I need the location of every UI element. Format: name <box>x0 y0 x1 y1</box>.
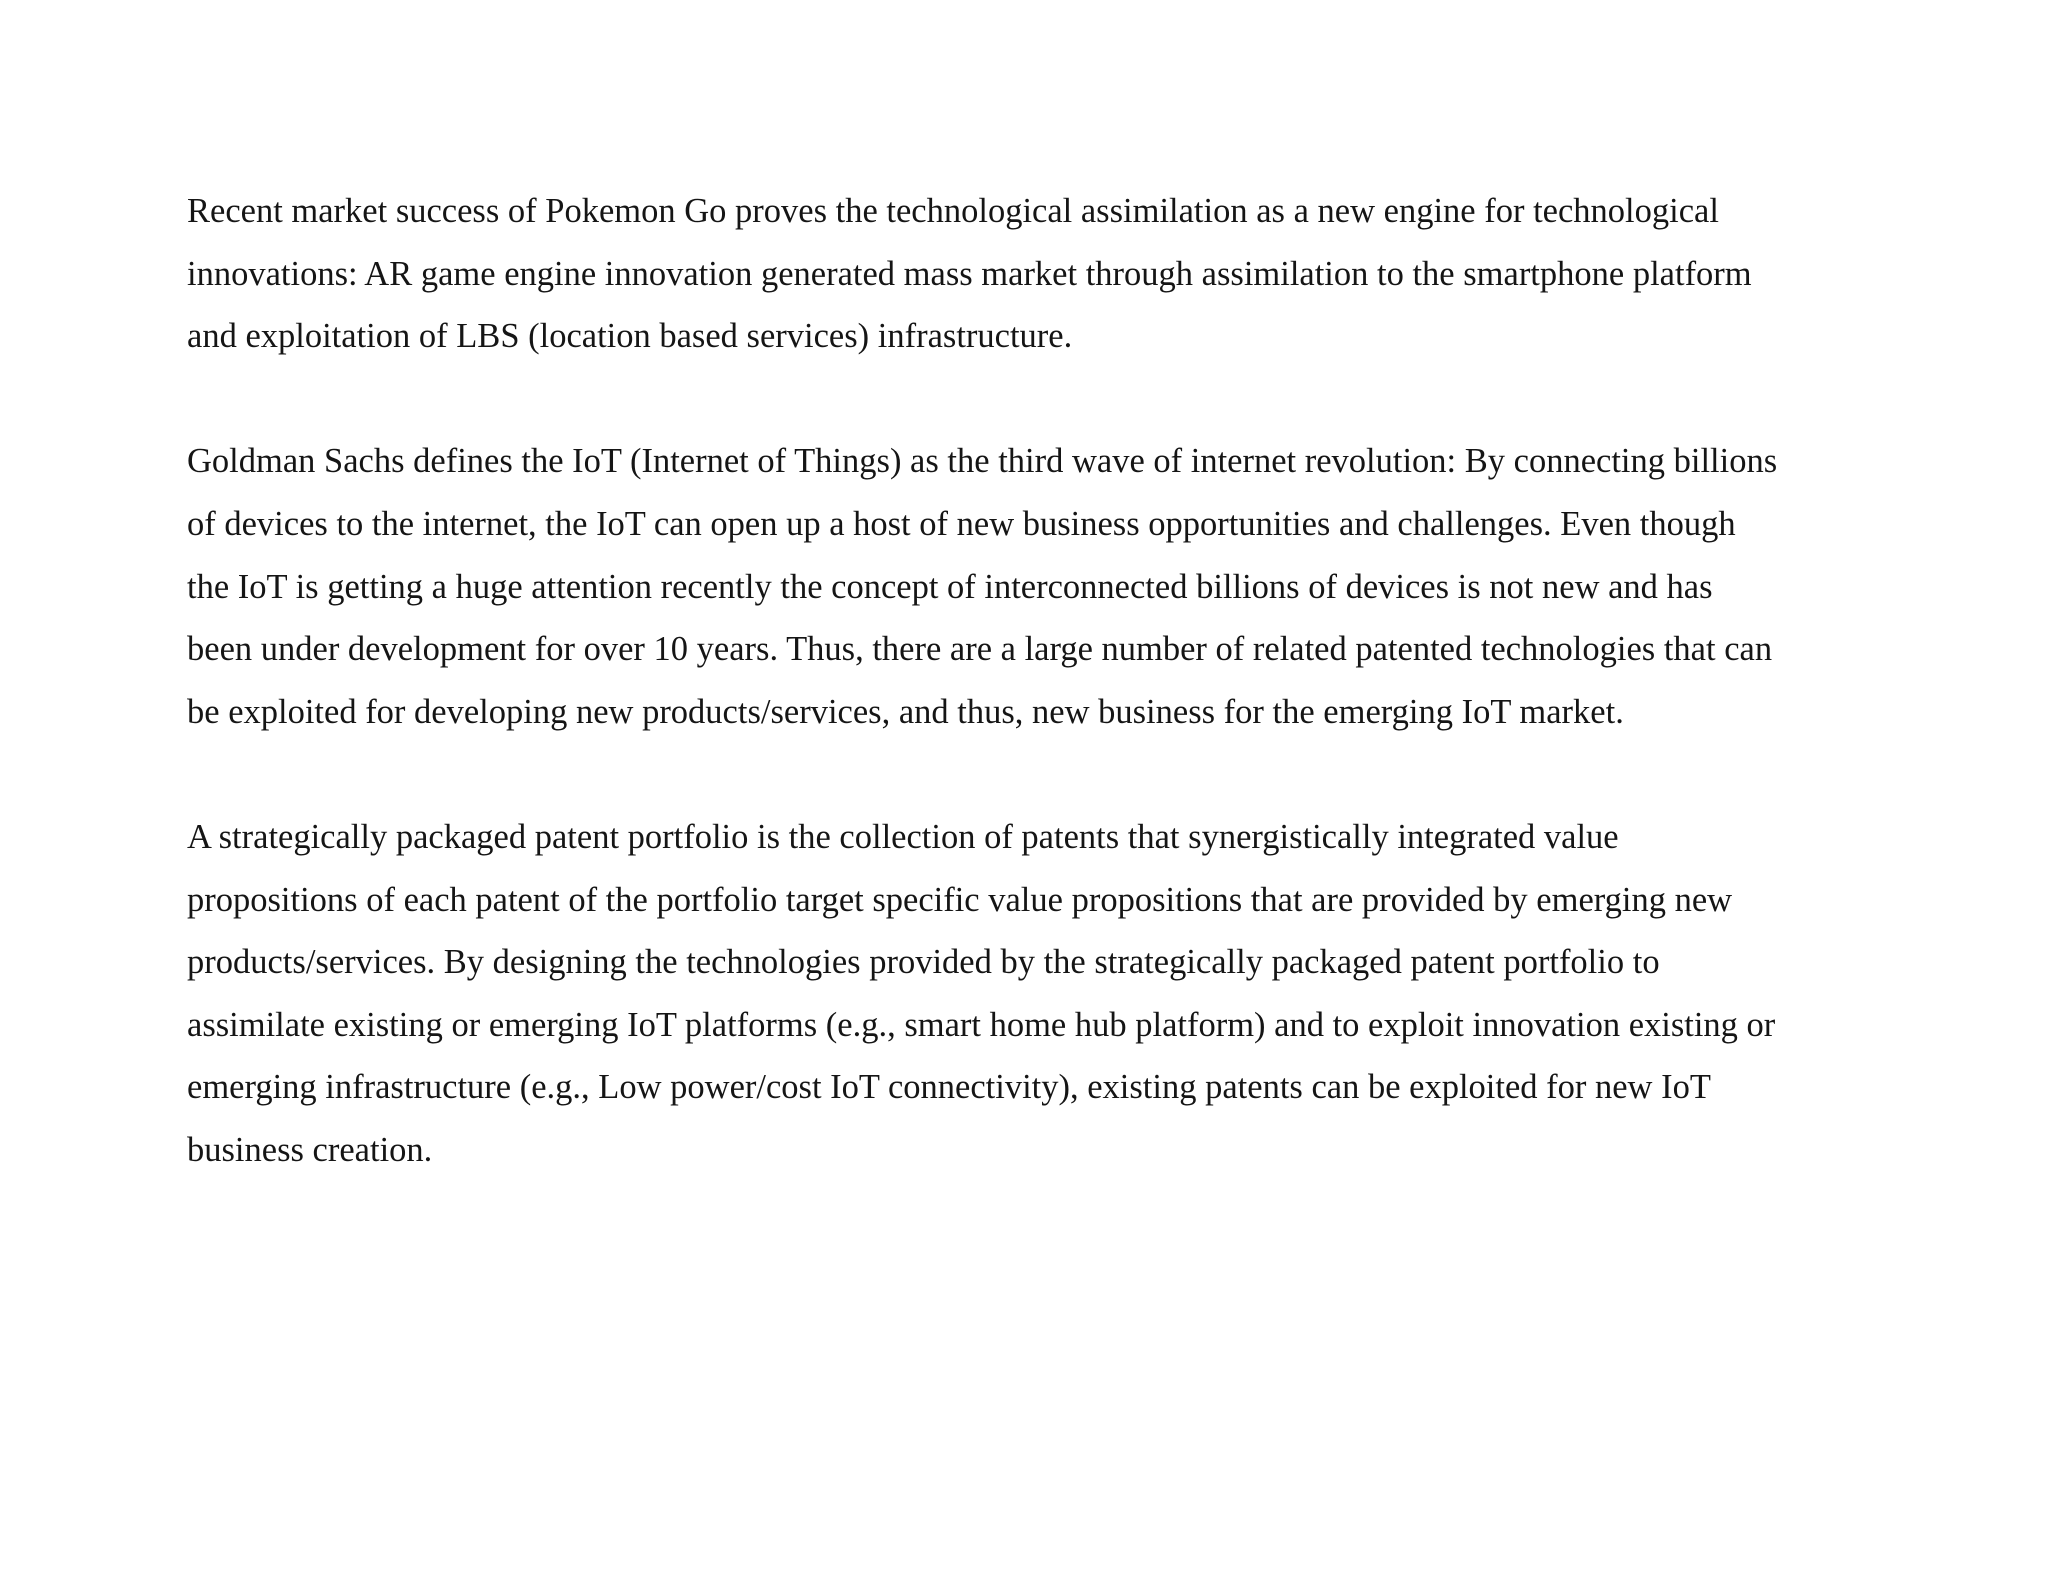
document-body <box>187 180 1907 1182</box>
paragraph-iot-definition: Goldman Sachs defines the IoT (Internet of Things) as the third wave of internet revolution: By connecting billions of devices to the internet, the IoT can open up a host of new business opportunities and challenges. Even though the IoT is getting a huge attention recently the concept of interconnected billions of devices is not new and has been under development for over 10 years. Thus, there are a large number of related patented technologies that can be exploited for developing new products/services, and thus, new business for the emerging IoT market. <box>187 442 1778 731</box>
paragraph-pokemon-go: Recent market success of Pokemon Go proves the technological assimilation as a new engine for technological innovations: AR game engine innovation generated mass market through assimilation to the smartphone platform and exploitation of LBS (location based services) infrastructure. <box>187 192 1752 356</box>
paragraph-patent-portfolio: A strategically packaged patent portfolio is the collection of patents that synergistically integrated value propositions of each patent of the portfolio target specific value propositions that are provided by emerging new products/services. By designing the technologies provided by the strategically packaged patent portfolio to assimilate existing or emerging IoT platforms (e.g., smart home hub platform) and to exploit innovation existing or emerging infrastructure (e.g., Low power/cost IoT connectivity), existing patents can be exploited for new IoT business creation. <box>187 817 1776 1169</box>
